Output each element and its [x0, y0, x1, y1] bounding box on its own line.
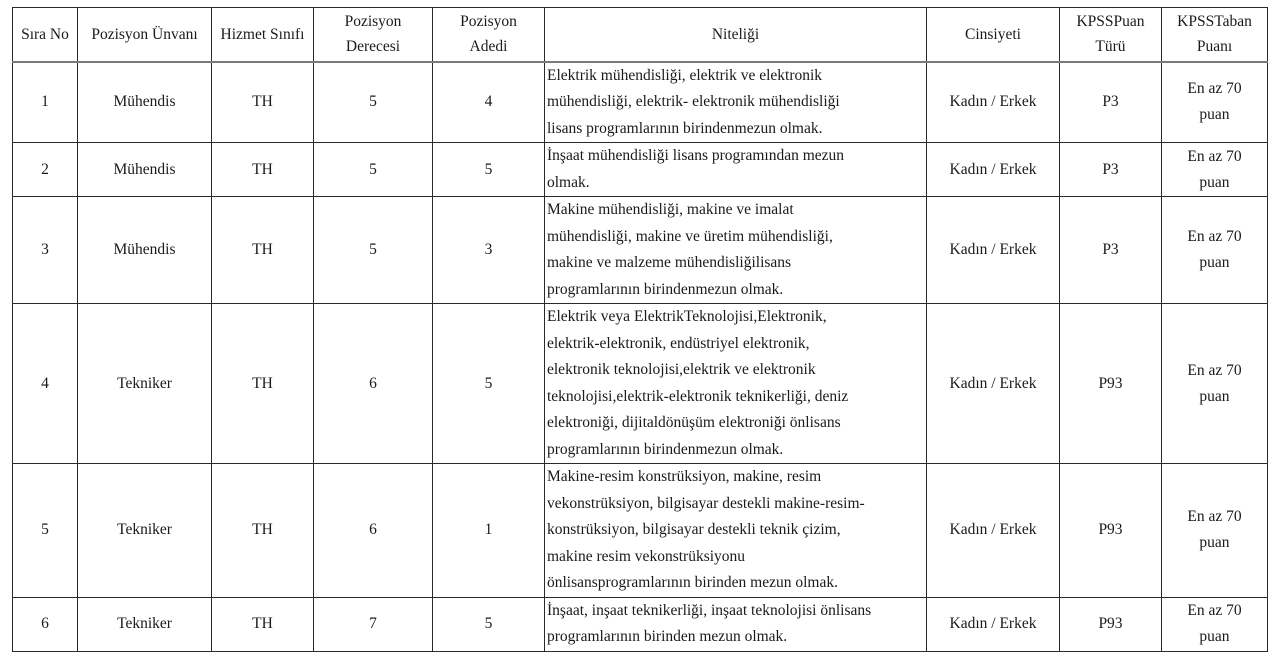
taban-puani-line: puan [1199, 254, 1230, 271]
header-label: Hizmet Sınıfı [220, 25, 305, 43]
cell-pozisyon-derecesi: 6 [314, 464, 433, 598]
header-label: Adedi [469, 38, 508, 56]
header-label: Pozisyon [344, 13, 402, 31]
cell-niteligi [545, 143, 927, 197]
cell-niteligi [545, 197, 927, 304]
niteligi-line: Elektrik veya ElektrikTeknolojisi,Elektronik, [547, 308, 827, 325]
niteligi-line: elektrik-elektronik, endüstriyel elektronik, [547, 334, 810, 352]
niteligi-line: programlarının birinden mezun olmak. [547, 628, 788, 645]
header-pozisyon-unvani [78, 8, 212, 62]
header-sira-no [13, 8, 78, 62]
cell-kpss-puan-turu: P3 [1060, 62, 1162, 143]
header-label: KPSSTaban [1177, 13, 1252, 31]
cell-niteligi [545, 464, 927, 598]
taban-puani-line: puan [1199, 534, 1230, 552]
table-row [13, 597, 1268, 651]
cell-sira-no: 2 [13, 143, 78, 197]
cell-sira-no: 1 [13, 62, 78, 143]
niteligi-line: elektroniği, dijitaldönüşüm elektroniği önlisans [547, 414, 841, 431]
cell-pozisyon-adedi: 5 [433, 143, 545, 197]
taban-puani-line: En az 70 [1187, 228, 1242, 245]
header-label: Derecesi [345, 38, 401, 56]
niteligi-line: makine resim vekonstrüksiyonu [547, 547, 746, 565]
cell-niteligi [545, 304, 927, 464]
cell-pozisyon-unvani: Tekniker [78, 597, 212, 651]
cell-hizmet-sinifi: TH [212, 62, 314, 143]
cell-pozisyon-unvani: Tekniker [78, 304, 212, 464]
cell-pozisyon-adedi: 3 [433, 197, 545, 304]
header-label: Niteliği [711, 25, 760, 43]
cell-kpss-taban-puani [1162, 62, 1268, 143]
cell-cinsiyeti: Kadın / Erkek [927, 197, 1060, 304]
cell-pozisyon-unvani: Mühendis [78, 143, 212, 197]
header-label: Pozisyon [460, 13, 517, 31]
cell-cinsiyeti: Kadın / Erkek [927, 143, 1060, 197]
header-kpss-puan-turu [1060, 8, 1162, 62]
table-row [13, 464, 1268, 598]
cell-cinsiyeti: Kadın / Erkek [927, 62, 1060, 143]
cell-niteligi [545, 62, 927, 143]
cell-pozisyon-adedi: 1 [433, 464, 545, 598]
taban-puani-line: En az 70 [1187, 80, 1242, 98]
taban-puani-line: En az 70 [1187, 508, 1242, 526]
cell-cinsiyeti: Kadın / Erkek [927, 464, 1060, 598]
taban-puani-line: En az 70 [1187, 602, 1242, 619]
taban-puani-line: En az 70 [1187, 147, 1242, 165]
cell-pozisyon-derecesi: 5 [314, 62, 433, 143]
niteligi-line: mühendisliği, makine ve üretim mühendisliği, [547, 227, 833, 245]
taban-puani-line: En az 70 [1187, 361, 1242, 379]
niteligi-line: elektronik teknolojisi,elektrik ve elektronik [547, 361, 816, 378]
cell-hizmet-sinifi: TH [212, 143, 314, 197]
header-label: Cinsiyeti [965, 25, 1021, 43]
cell-kpss-taban-puani [1162, 197, 1268, 304]
cell-kpss-taban-puani [1162, 143, 1268, 197]
table-row [13, 197, 1268, 304]
document-page [12, 7, 1268, 652]
cell-kpss-taban-puani [1162, 597, 1268, 651]
cell-hizmet-sinifi: TH [212, 197, 314, 304]
cell-pozisyon-derecesi: 7 [314, 597, 433, 651]
cell-pozisyon-adedi: 5 [433, 597, 545, 651]
cell-pozisyon-adedi: 4 [433, 62, 545, 143]
cell-pozisyon-unvani: Mühendis [78, 62, 212, 143]
cell-cinsiyeti: Kadın / Erkek [927, 597, 1060, 651]
niteligi-line: mühendisliği, elektrik- elektronik mühendisliği [547, 93, 840, 110]
niteligi-line: İnşaat, inşaat teknikerliği, inşaat teknolojisi önlisans [547, 601, 872, 619]
cell-pozisyon-unvani: Tekniker [78, 464, 212, 598]
positions-table [12, 7, 1268, 652]
cell-kpss-puan-turu: P93 [1060, 304, 1162, 464]
cell-hizmet-sinifi: TH [212, 597, 314, 651]
table-row [13, 62, 1268, 143]
cell-kpss-puan-turu: P3 [1060, 197, 1162, 304]
taban-puani-line: puan [1199, 387, 1230, 405]
cell-kpss-puan-turu: P93 [1060, 464, 1162, 598]
cell-pozisyon-derecesi: 5 [314, 197, 433, 304]
cell-sira-no: 5 [13, 464, 78, 598]
table-header-row [13, 8, 1268, 62]
niteligi-line: programlarının birindenmezun olmak. [547, 440, 784, 458]
cell-pozisyon-adedi: 5 [433, 304, 545, 464]
niteligi-line: önlisansprogramlarının birinden mezun olmak. [547, 574, 838, 591]
header-label: Türü [1095, 38, 1126, 56]
cell-sira-no: 6 [13, 597, 78, 651]
cell-niteligi [545, 597, 927, 651]
header-pozisyon-adedi [433, 8, 545, 62]
cell-hizmet-sinifi: TH [212, 304, 314, 464]
niteligi-line: Elektrik mühendisliği, elektrik ve elektronik [547, 66, 823, 84]
niteligi-line: konstrüksiyon, bilgisayar destekli teknik çizim, [547, 521, 841, 538]
cell-pozisyon-derecesi: 6 [314, 304, 433, 464]
header-niteligi [545, 8, 927, 62]
cell-kpss-puan-turu: P93 [1060, 597, 1162, 651]
header-label: KPSSPuan [1076, 13, 1145, 31]
table-row [13, 304, 1268, 464]
header-kpss-taban-puani [1162, 8, 1268, 62]
niteligi-line: makine ve malzeme mühendisliğilisans [547, 254, 792, 271]
niteligi-line: lisans programlarının birindenmezun olmak. [547, 119, 823, 137]
cell-sira-no: 3 [13, 197, 78, 304]
niteligi-line: teknolojisi,elektrik-elektronik teknikerliği, deniz [547, 387, 849, 405]
header-label: Sıra No [21, 25, 69, 43]
niteligi-line: vekonstrüksiyon, bilgisayar destekli makine-resim- [547, 494, 865, 512]
header-label: Puanı [1196, 38, 1233, 56]
header-cinsiyeti [927, 8, 1060, 62]
taban-puani-line: puan [1199, 106, 1230, 124]
cell-pozisyon-derecesi: 5 [314, 143, 433, 197]
taban-puani-line: puan [1199, 628, 1230, 645]
taban-puani-line: puan [1199, 173, 1230, 191]
niteligi-line: Makine mühendisliği, makine ve imalat [547, 201, 794, 218]
niteligi-line: Makine-resim konstrüksiyon, makine, resim [547, 468, 822, 485]
cell-sira-no: 4 [13, 304, 78, 464]
cell-kpss-puan-turu: P3 [1060, 143, 1162, 197]
cell-kpss-taban-puani [1162, 464, 1268, 598]
header-label: Pozisyon Ünvanı [91, 25, 198, 43]
cell-hizmet-sinifi: TH [212, 464, 314, 598]
niteligi-line: programlarının birindenmezun olmak. [547, 280, 784, 298]
niteligi-line: olmak. [547, 173, 590, 191]
niteligi-line: İnşaat mühendisliği lisans programından mezun [547, 147, 845, 164]
table-row [13, 143, 1268, 197]
cell-pozisyon-unvani: Mühendis [78, 197, 212, 304]
header-hizmet-sinifi [212, 8, 314, 62]
header-pozisyon-derecesi [314, 8, 433, 62]
cell-kpss-taban-puani [1162, 304, 1268, 464]
table-body [13, 62, 1268, 652]
cell-cinsiyeti: Kadın / Erkek [927, 304, 1060, 464]
